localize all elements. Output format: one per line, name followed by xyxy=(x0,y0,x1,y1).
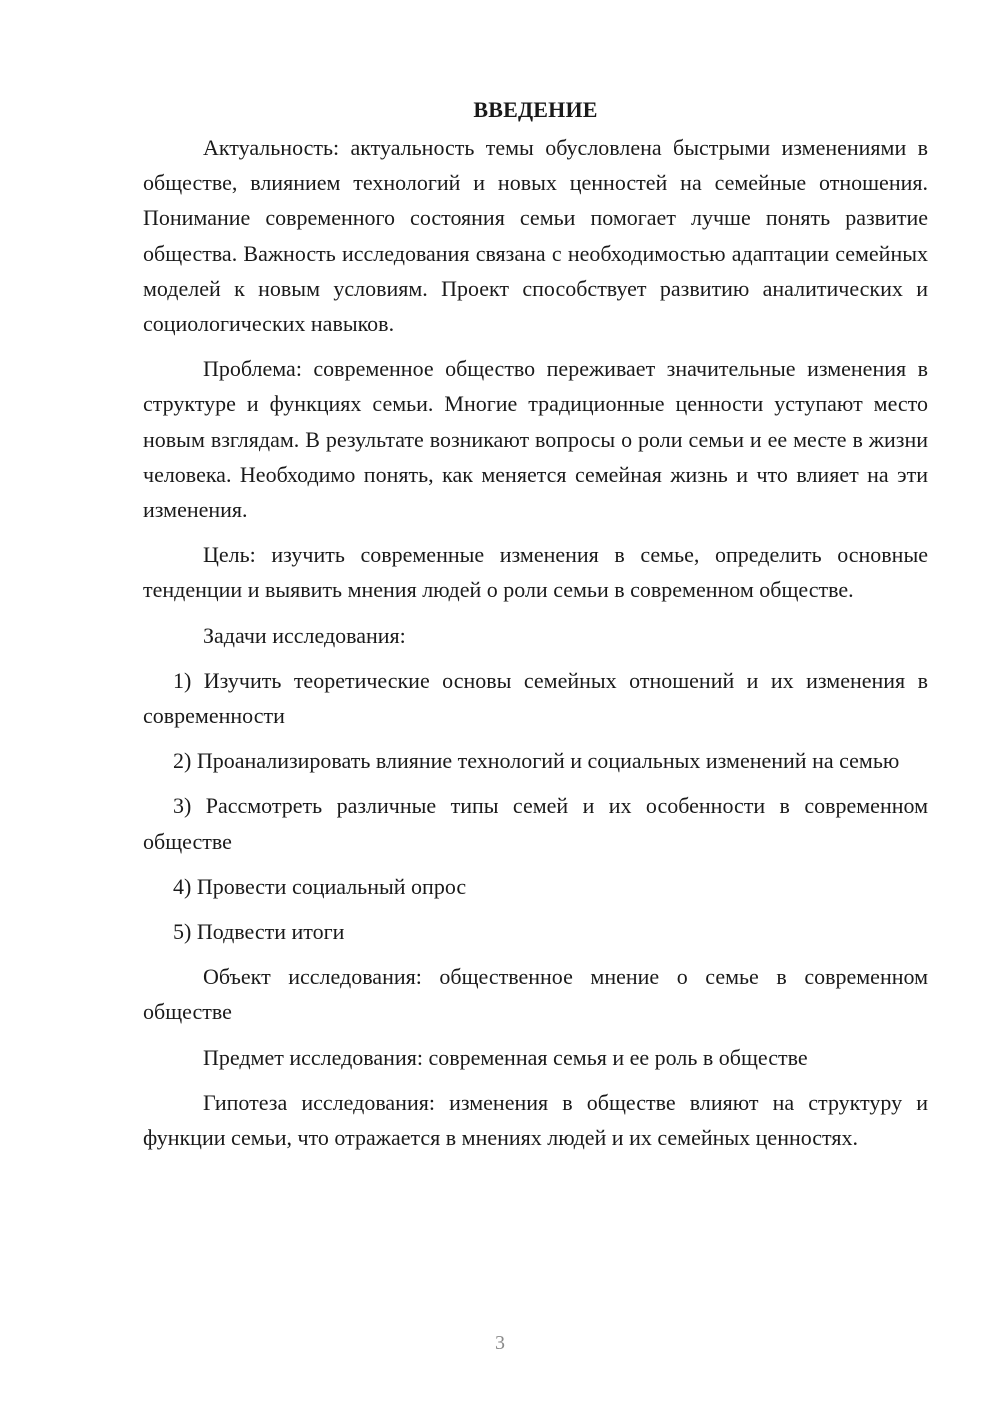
page-number: 3 xyxy=(495,1332,505,1354)
subject-paragraph: Предмет исследования: современная семья и ее роль в обществе xyxy=(203,1044,808,1070)
problem-paragraph: Проблема: современное общество переживает значительные изменения в структуре и функциях семьи. Многие традиционные ценности уступают место новым взглядам. В результате возникают вопросы о роли семьи и ее месте в жизни человека. Необходимо понять, как меняется семейная жизнь и что влияет на эти изменения. xyxy=(143,356,928,523)
section-title: ВВЕДЕНИЕ xyxy=(473,97,598,122)
document-page xyxy=(143,90,928,1165)
relevance-paragraph: Актуальность: актуальность темы обусловлена быстрыми изменениями в обществе, влиянием технологий и новых ценностей на семейные отношения. Понимание современного состояния семьи помогает лучше понять развитие общества. Важность исследования связана с необходимостью адаптации семейных моделей к новым условиям. Проект способствует развитию аналитических и социологических навыков. xyxy=(143,135,928,337)
task-item: 4) Провести социальный опрос xyxy=(173,873,467,899)
task-item: 2) Проанализировать влияние технологий и социальных изменений на семью xyxy=(173,748,900,774)
goal-paragraph: Цель: изучить современные изменения в семье, определить основные тенденции и выявить мнения людей о роли семьи в современном обществе. xyxy=(143,542,928,603)
object-paragraph: Объект исследования: общественное мнение о семье в современном обществе xyxy=(143,964,928,1025)
task-item: 5) Подвести итоги xyxy=(173,919,345,945)
hypothesis-paragraph: Гипотеза исследования: изменения в обществе влияют на структуру и функции семьи, что отражается в мнениях людей и их семейных ценностях. xyxy=(143,1089,928,1151)
task-item: 3) Рассмотреть различные типы семей и их особенности в современном обществе xyxy=(143,793,928,854)
tasks-heading: Задачи исследования: xyxy=(203,622,406,648)
task-item: 1) Изучить теоретические основы семейных отношений и их изменения в современности xyxy=(143,667,928,729)
